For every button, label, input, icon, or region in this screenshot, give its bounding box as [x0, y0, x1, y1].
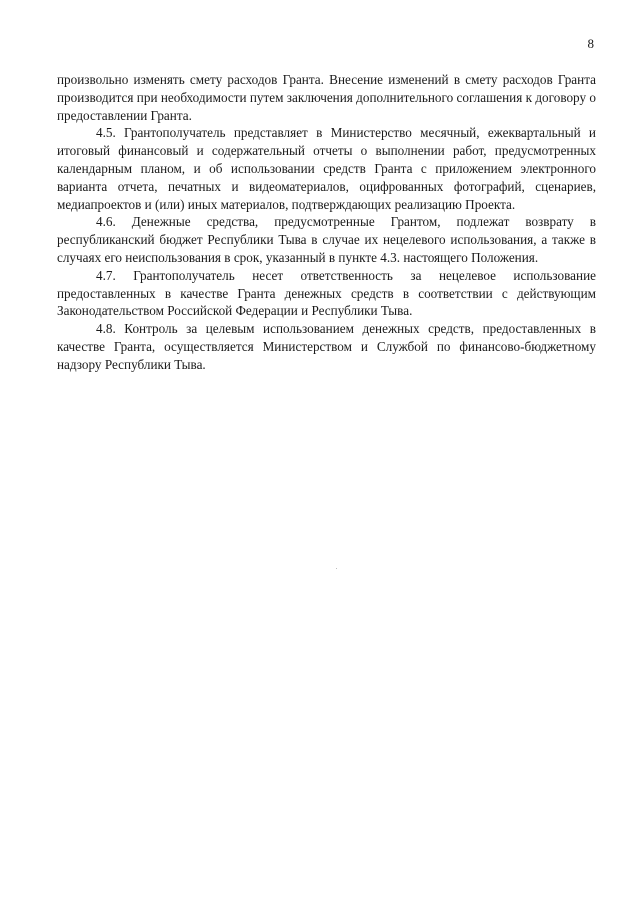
scan-speck [336, 568, 337, 569]
paragraph-4-6: 4.6. Денежные средства, предусмотренные Грантом, подлежат возврату в республиканский бюджет Республики Тыва в случае их нецелевого использования, а также в случаях его неиспользования в срок, указанный в пункте 4.3. настоящего Положения. [57, 214, 596, 265]
paragraph-4-8: 4.8. Контроль за целевым использованием денежных средств, предоставленных в качестве Гранта, осуществляется Министерством и Службой по финансово-бюджетному надзору Республики Тыва. [57, 321, 596, 372]
paragraph-4-5: 4.5. Грантополучатель представляет в Министерство месячный, ежеквартальный и итоговый финансовый и содержательный отчеты о выполнении работ, предусмотренных календарным планом, и об использовании средств Гранта с приложением электронного варианта отчета, печатных и видеоматериалов, оцифрованных фотографий, сценариев, медиапроектов и (или) иных материалов, подтверждающих реализацию Проекта. [57, 125, 596, 212]
page-number: 8 [587, 36, 594, 51]
paragraph-continuation: произвольно изменять смету расходов Гранта. Внесение изменений в смету расходов Гранта производится при необходимости путем заключения дополнительного соглашения к договору о предоставлении Гранта. [57, 72, 596, 123]
document-body [57, 71, 596, 374]
paragraph-4-7: 4.7. Грантополучатель несет ответственность за нецелевое использование предоставленных в качестве Гранта денежных средств в соответствии с действующим Законодательством Российской Федерации и Республики Тыва. [57, 267, 596, 319]
